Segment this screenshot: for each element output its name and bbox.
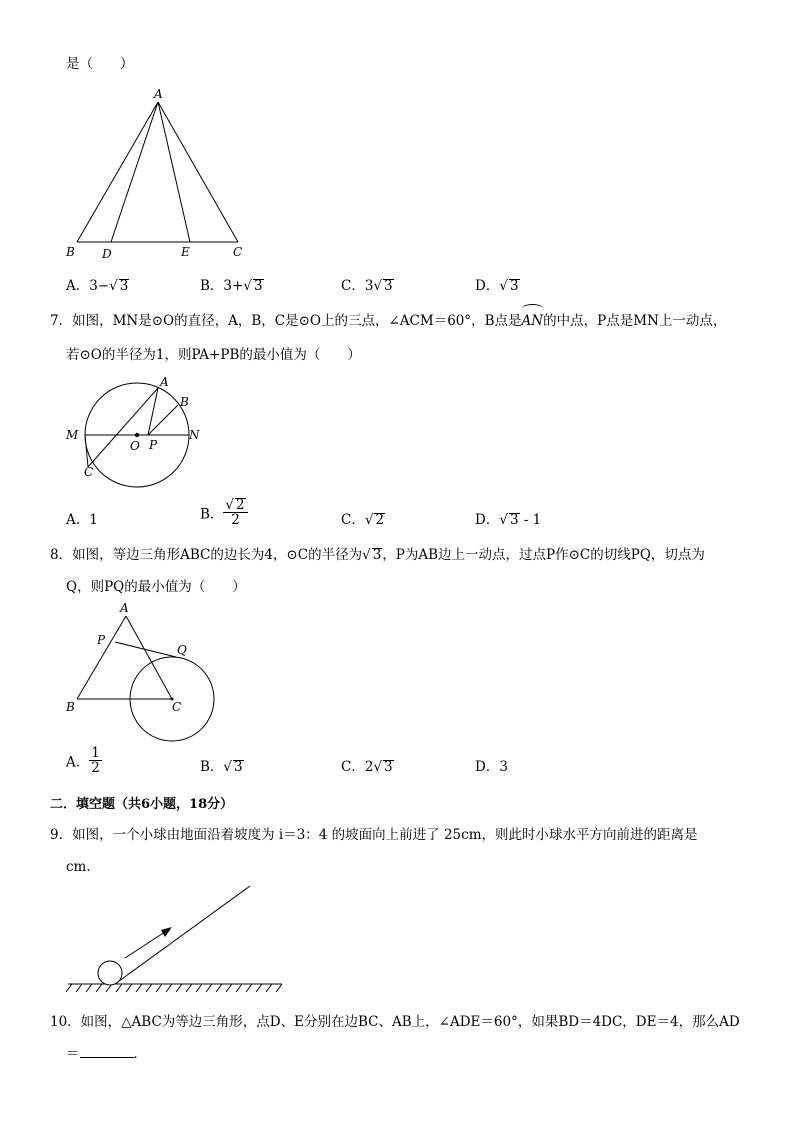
q8-option-d: D．3 bbox=[475, 759, 508, 775]
q8-label-b: B bbox=[66, 700, 75, 714]
q9-line2: cm． bbox=[66, 859, 100, 875]
q6-option-d: D．√ 3 bbox=[475, 278, 519, 294]
q6-option-a: A．3−√ 3 bbox=[66, 278, 129, 294]
q6-tail: 是（ ） bbox=[66, 56, 134, 72]
q6-option-b: B．3+√ 3 bbox=[200, 278, 263, 294]
q6-label-a: A bbox=[154, 87, 163, 101]
q8-label-a: A bbox=[120, 601, 129, 615]
ground-hatching bbox=[66, 984, 282, 992]
q7-option-c: C．√ 2 bbox=[341, 512, 385, 528]
q6-label-c: C bbox=[233, 245, 243, 259]
q7-line2: 若⊙O的半径为1，则PA+PB的最小值为（ ） bbox=[66, 347, 361, 363]
q8-label-c: C bbox=[172, 700, 182, 714]
q8-label-p: P bbox=[97, 633, 106, 647]
q9-line1: 9．如图，一个小球由地面沿着坡度为 i＝3：4 的坡面向上前进了 25cm，则此时小球水平方向前进的距离是 bbox=[50, 827, 698, 843]
q7-label-c: C bbox=[84, 465, 94, 479]
q7-option-d: D．√ 3 - 1 bbox=[475, 512, 542, 528]
q7-label-o: O bbox=[130, 439, 140, 453]
q8-line1: 8．如图，等边三角形ABC的边长为4，⊙C的半径为√ 3，P为AB边上一动点，过点P作⊙C的切线PQ，切点为 bbox=[50, 547, 705, 563]
q10-line1: 10．如图，△ABC为等边三角形，点D、E分别在边BC、AB上，∠ADE＝60°，如果BD＝4DC，DE＝4，那么AD bbox=[50, 1014, 740, 1030]
q7-label-a: A bbox=[160, 375, 169, 389]
q8-option-c: C．2√ 3 bbox=[341, 759, 393, 775]
q7-label-m: M bbox=[66, 428, 79, 442]
q6-label-e: E bbox=[181, 245, 190, 259]
q10-answer-blank[interactable] bbox=[80, 1045, 134, 1058]
q9-slope-figure bbox=[60, 880, 300, 1000]
q7-label-n: N bbox=[189, 428, 200, 442]
q8-option-a: A． $\frac{1}{2}$ bbox=[66, 745, 100, 776]
q8-label-q: Q bbox=[177, 643, 187, 657]
q10-line2: ＝ ． bbox=[66, 1046, 147, 1062]
q8-triangle-circle-figure bbox=[60, 598, 230, 748]
q6-label-d: D bbox=[102, 247, 112, 261]
q7-option-b: B． $\frac{√ 2}{2}$ bbox=[200, 498, 248, 527]
section-fill-in-title: 二．填空题（共6小题，18分） bbox=[50, 797, 234, 812]
q7-label-p: P bbox=[149, 438, 158, 452]
q8-line2: Q，则PQ的最小值为（ ） bbox=[66, 579, 246, 595]
q7-label-b: B bbox=[180, 395, 189, 409]
q6-triangle-figure bbox=[60, 84, 260, 264]
q7-line1: 7．如图，MN是⊙O的直径，A，B，C是⊙O上的三点，∠ACM＝60°，B点是 AN的中点，P点是MN上一动点， bbox=[50, 311, 726, 331]
q7-circle-figure bbox=[60, 372, 210, 492]
q8-option-b: B．√ 3 bbox=[200, 759, 243, 775]
q6-option-c: C．3√ 3 bbox=[341, 278, 393, 294]
q6-label-b: B bbox=[66, 245, 75, 259]
q7-option-a: A．1 bbox=[66, 512, 98, 528]
